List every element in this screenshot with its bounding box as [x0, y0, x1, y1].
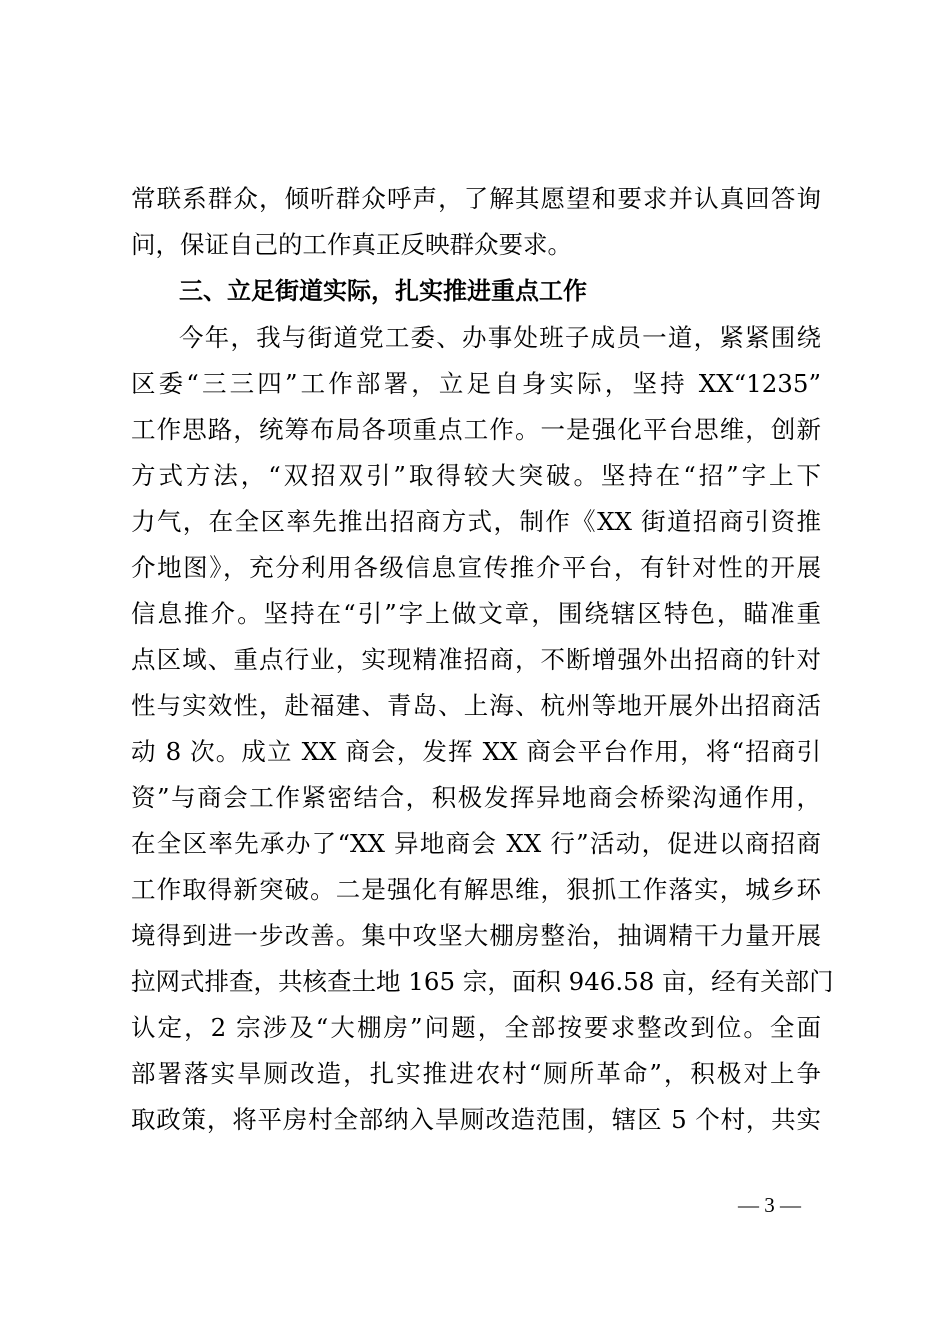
text-line: 部署落实旱厕改造，扎实推进农村“厕所革命”，积极对上争	[131, 1059, 821, 1088]
text-line: 在全区率先承办了“XX 异地商会 XX 行”活动，促进以商招商	[131, 829, 821, 858]
text-line: 认定，2 宗涉及“大棚房”问题，全部按要求整改到位。全面	[131, 1013, 821, 1042]
text-line: 力气，在全区率先推出招商方式，制作《XX 街道招商引资推	[131, 507, 821, 536]
text-line: 问，保证自己的工作真正反映群众要求。	[131, 230, 572, 259]
text-line: 今年，我与街道党工委、办事处班子成员一道，紧紧围绕	[179, 323, 821, 352]
text-line: 性与实效性，赴福建、青岛、上海、杭州等地开展外出招商活	[131, 691, 821, 720]
text-line: 境得到进一步改善。集中攻坚大棚房整治，抽调精干力量开展	[131, 921, 821, 950]
page-number: — 3 —	[738, 1193, 801, 1217]
section-heading: 三、立足街道实际，扎实推进重点工作	[179, 277, 587, 305]
text-line: 取政策，将平房村全部纳入旱厕改造范围，辖区 5 个村，共实	[131, 1105, 821, 1134]
text-line: 点区域、重点行业，实现精准招商，不断增强外出招商的针对	[131, 645, 821, 674]
text-line: 方式方法，“双招双引”取得较大突破。坚持在“招”字上下	[131, 461, 821, 490]
text-line: 资”与商会工作紧密结合，积极发挥异地商会桥梁沟通作用，	[131, 783, 821, 812]
text-line: 拉网式排查，共核查土地 165 宗，面积 946.58 亩，经有关部门	[131, 967, 834, 996]
text-line: 工作取得新突破。二是强化有解思维，狠抓工作落实，城乡环	[131, 875, 821, 904]
text-line: 工作思路，统筹布局各项重点工作。一是强化平台思维，创新	[131, 415, 821, 444]
text-line: 区委“三三四”工作部署，立足自身实际，坚持 XX“1235”	[131, 369, 821, 398]
text-line: 介地图》，充分利用各级信息宣传推介平台，有针对性的开展	[131, 553, 821, 582]
text-line: 常联系群众，倾听群众呼声，了解其愿望和要求并认真回答询	[131, 184, 821, 213]
text-line: 动 8 次。成立 XX 商会，发挥 XX 商会平台作用，将“招商引	[131, 737, 821, 766]
text-line: 信息推介。坚持在“引”字上做文章，围绕辖区特色，瞄准重	[131, 599, 821, 628]
